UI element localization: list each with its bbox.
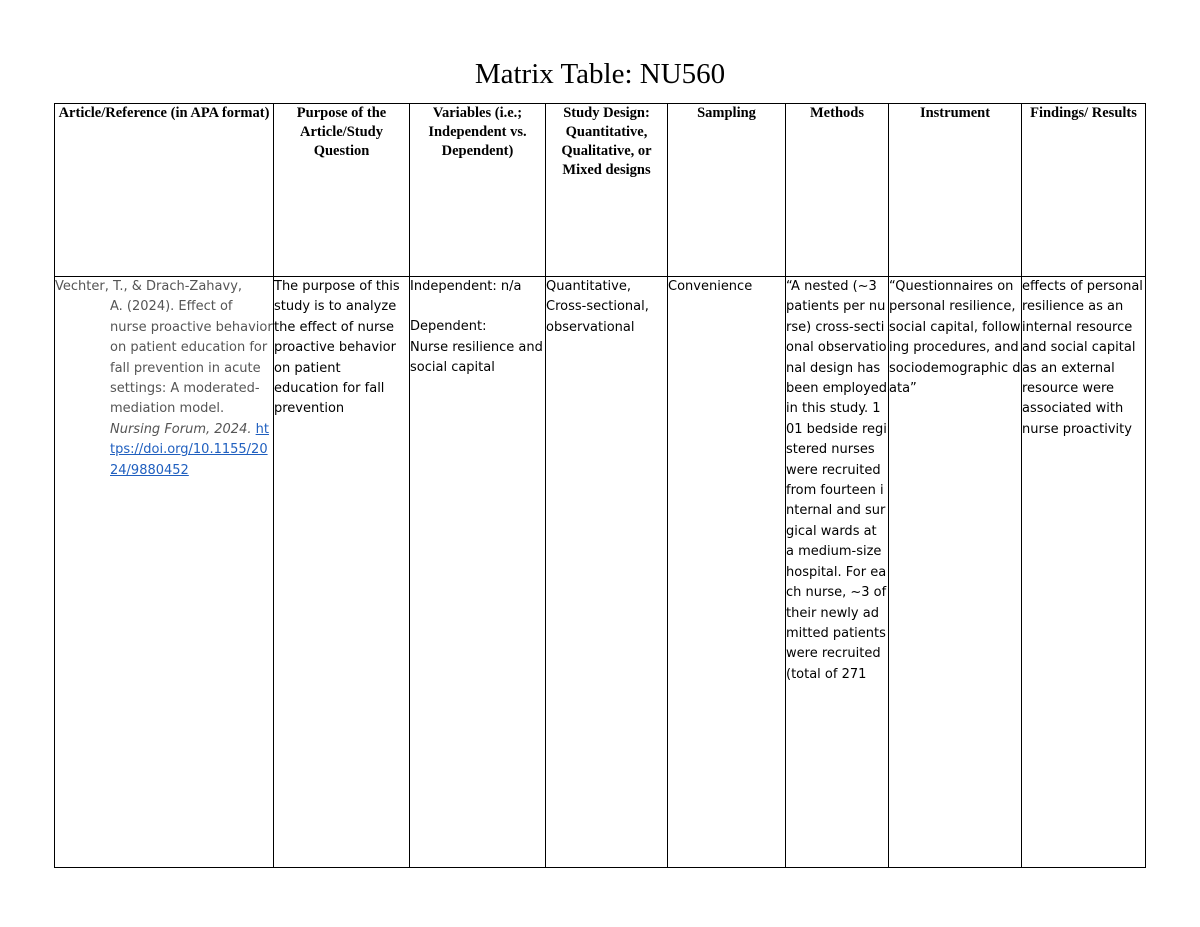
dependent-variable: Nurse resilience and social capital xyxy=(410,339,543,376)
findings-cell xyxy=(1022,277,1146,868)
design-cell xyxy=(546,277,668,868)
reference-cell xyxy=(55,277,274,868)
findings-text: effects of personal resilience as an internal resource and social capital as an external resource were associated with nurse proactivity xyxy=(1022,279,1143,437)
instrument-cell xyxy=(889,277,1022,868)
reference-journal: Nursing Forum, 2024. xyxy=(110,421,252,437)
instrument-text: “Questionnaires on personal resilience, social capital, following procedures, and sociodemographic data” xyxy=(889,279,1021,397)
table-row xyxy=(55,277,1146,868)
header-findings: Findings/ Results xyxy=(1022,104,1146,277)
sampling-cell xyxy=(668,277,786,868)
methods-text: “A nested (~3 patients per nurse) cross-sectional observational design has been employed in this study. 101 bedside registered nurses were recruited from fourteen internal and surgical wards at a medium-size hospital. For each nurse, ~3 of their newly admitted patients were recruited (total of 271 xyxy=(786,279,888,682)
header-variables: Variables (i.e.; Independent vs. Dependent) xyxy=(410,104,546,277)
header-instrument: Instrument xyxy=(889,104,1022,277)
matrix-table xyxy=(54,103,1146,868)
purpose-cell xyxy=(274,277,410,868)
sampling-text: Convenience xyxy=(668,279,753,294)
variables-cell xyxy=(410,277,546,868)
reference-citation: A. (2024). Effect of nurse proactive behavior on patient education for fall prevention in acute settings: A moderated-mediation model. xyxy=(110,299,273,417)
doi-link[interactable]: https://doi.org/10.1155/2024/9880452 xyxy=(110,421,269,478)
header-row xyxy=(55,104,1146,277)
purpose-text: The purpose of this study is to analyze the effect of nurse proactive behavior on patient education for fall prevention xyxy=(274,279,400,417)
header-study-design: Study Design: Quantitative, Qualitative, or Mixed designs xyxy=(546,104,668,277)
page-title: Matrix Table: NU560 xyxy=(474,58,726,90)
header-sampling: Sampling xyxy=(668,104,786,277)
header-methods: Methods xyxy=(786,104,889,277)
dependent-label: Dependent: xyxy=(410,319,487,335)
header-purpose: Purpose of the Article/Study Question xyxy=(274,104,410,277)
header-article-reference: Article/Reference (in APA format) xyxy=(55,104,274,277)
reference-authors: Vechter, T., & Drach-Zahavy, xyxy=(55,279,243,294)
independent-variable: Independent: n/a xyxy=(410,279,522,294)
reference-body-wrap xyxy=(55,297,273,481)
design-text: Quantitative, Cross-sectional, observational xyxy=(546,279,649,335)
spacer xyxy=(410,297,545,317)
methods-cell xyxy=(786,277,889,868)
